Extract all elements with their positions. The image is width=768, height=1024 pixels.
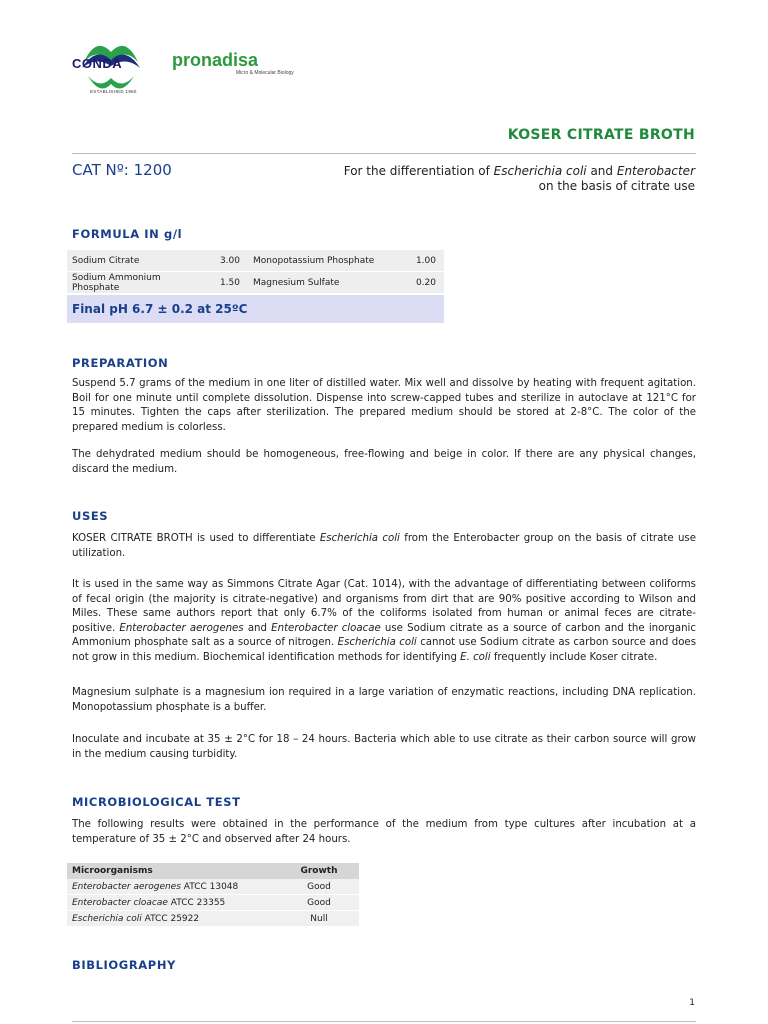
document-title: KOSER CITRATE BROTH (507, 127, 695, 143)
established-text: ESTABLISHED 1960 (90, 89, 137, 94)
preparation-heading: PREPARATION (72, 356, 169, 370)
table-row (67, 879, 359, 895)
pronadisa-logo: pronadisa (172, 50, 259, 70)
micro-test-heading: MICROBIOLOGICAL TEST (72, 795, 241, 809)
footer-divider (72, 1021, 696, 1022)
title-divider (72, 153, 696, 154)
final-ph: Final pH 6.7 ± 0.2 at 25ºC (67, 295, 444, 323)
formula-table (67, 250, 444, 294)
ingredient-amount: 0.20 (386, 272, 444, 294)
ingredient-name: Monopotassium Phosphate (248, 250, 386, 272)
micro-test-paragraph: The following results were obtained in the performance of the medium from type cultures after incubation at a temperature of 35 ± 2°C and observed after 24 hours. (72, 819, 696, 845)
table-row (67, 272, 444, 294)
growth-cell: Good (279, 879, 359, 895)
column-header-growth: Growth (279, 863, 359, 879)
growth-cell: Good (279, 895, 359, 911)
ingredient-amount: 1.50 (195, 272, 248, 294)
microorganism-cell: Escherichia coli ATCC 25922 (67, 911, 279, 927)
table-row (67, 895, 359, 911)
uses-heading: USES (72, 509, 109, 523)
table-row (67, 911, 359, 927)
bibliography-heading: BIBLIOGRAPHY (72, 958, 176, 972)
table-row (67, 250, 444, 272)
column-header-microorganisms: Microorganisms (67, 863, 279, 879)
ingredient-amount: 3.00 (195, 250, 248, 272)
brand-subtitle: Micro & Molecular Biology (236, 70, 294, 76)
ingredient-amount: 1.00 (386, 250, 444, 272)
preparation-paragraph-1: Suspend 5.7 grams of the medium in one liter of distilled water. Mix well and dissolve by heating with frequent agitation. Boil for one minute until complete dissolution. Dispense into screw-capped tubes and sterilize in autoclave at 121°C for 15 minutes. Tighten the caps after sterilization. The prepared medium should be stored at 2-8°C. The color of the prepared medium is colorless. (72, 378, 696, 433)
microorganism-cell: Enterobacter cloacae ATCC 23355 (67, 895, 279, 911)
micro-results-table (67, 863, 359, 927)
formula-heading: FORMULA IN g/l (72, 227, 183, 241)
preparation-paragraph-2: The dehydrated medium should be homogeneous, free-flowing and beige in color. If there are any physical changes, discard the medium. (72, 449, 696, 475)
uses-paragraph-3: Magnesium sulphate is a magnesium ion required in a large variation of enzymatic reactions, including DNA replication. Monopotassium phosphate is a buffer. (72, 687, 696, 713)
microorganism-cell: Enterobacter aerogenes ATCC 13048 (67, 879, 279, 895)
product-description: For the differentiation of Escherichia coli and Enterobacter on the basis of citrate use (343, 164, 695, 193)
table-header-row (67, 863, 359, 879)
ingredient-name: Sodium Ammonium Phosphate (67, 272, 195, 294)
uses-paragraph-4: Inoculate and incubate at 35 ± 2°C for 18 – 24 hours. Bacteria which able to use citrate as their carbon source will grow in the medium causing turbidity. (72, 734, 696, 760)
conda-logo-text: CONDA (72, 56, 123, 71)
uses-paragraph-1: KOSER CITRATE BROTH is used to differentiate Escherichia coli from the Enterobacter group on the basis of citrate use utilization. (72, 533, 697, 559)
ingredient-name: Sodium Citrate (67, 250, 195, 272)
growth-cell: Null (279, 911, 359, 927)
catalog-number: CAT Nº: 1200 (72, 161, 172, 179)
uses-paragraph-2: It is used in the same way as Simmons Citrate Agar (Cat. 1014), with the advantage of differentiating between coliforms of fecal origin (the majority is citrate-negative) and organisms from dirt that are 90% positive according to Wilson and Miles. These same authors report that only 6.7% of the coliforms isolated from human or animal feces are citrate-positive. Enterobacter aerogenes and Enterobacter cloacae use Sodium citrate as a source of carbon and the inorganic Ammonium phosphate salt as a source of nitrogen. Escherichia coli cannot use Sodium citrate as carbon source and does not grow in this medium. Biochemical identification methods for identifying E. coli frequently include Koser citrate. (72, 579, 697, 663)
page-number: 1 (689, 998, 695, 1008)
ingredient-name: Magnesium Sulfate (248, 272, 386, 294)
